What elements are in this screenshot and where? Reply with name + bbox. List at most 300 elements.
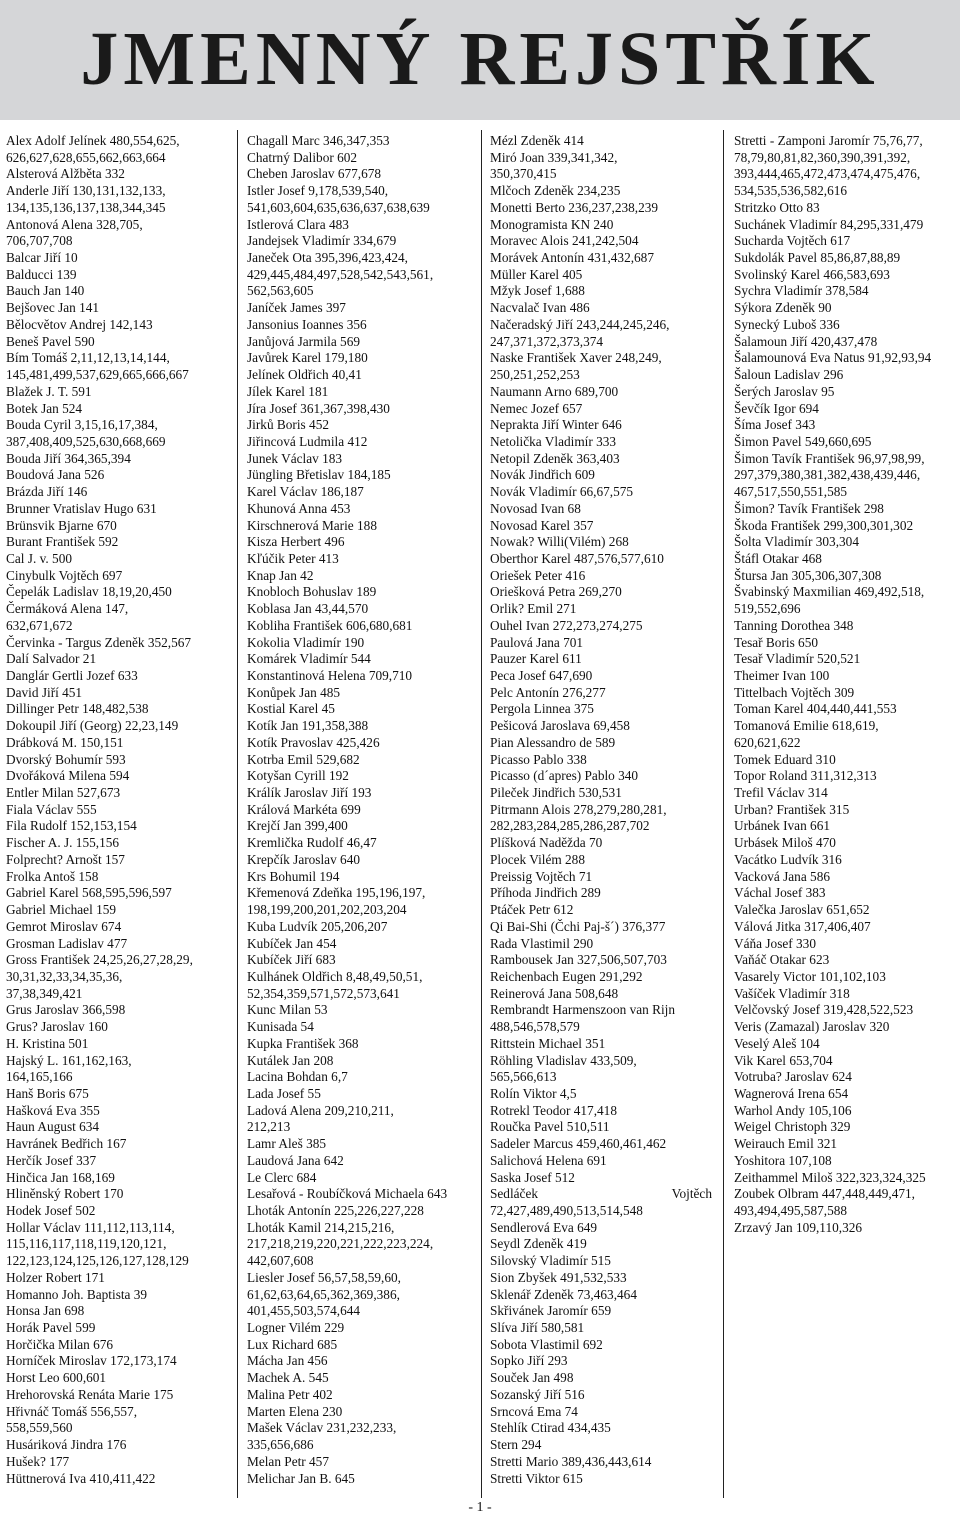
index-entry: Horčička Milan 676	[6, 1336, 114, 1352]
index-entry: Krejčí Jan 399,400	[247, 818, 348, 834]
column-divider	[481, 130, 482, 1498]
index-entry: 52,354,359,571,572,573,641	[247, 985, 400, 1001]
index-entry: Váňa Josef 330	[734, 935, 816, 951]
index-entry: Konůpek Jan 485	[247, 684, 341, 700]
index-entry: 122,123,124,125,126,127,128,129	[6, 1253, 189, 1269]
index-entry: David Jiří 451	[6, 684, 83, 700]
index-entry: Tomek Eduard 310	[734, 751, 836, 767]
index-entry: Kutálek Jan 208	[247, 1052, 334, 1068]
index-entry: Šíma Josef 343	[734, 417, 816, 433]
index-entry: Novosad Ivan 68	[490, 500, 581, 516]
index-entry: Kuba Ludvík 205,206,207	[247, 918, 388, 934]
index-entry: 115,116,117,118,119,120,121,	[6, 1236, 167, 1252]
index-entry: 297,379,380,381,382,438,439,446,	[734, 467, 921, 483]
index-entry: Monogramista KN 240	[490, 216, 614, 232]
index-entry: Preissig Vojtěch 71	[490, 868, 593, 884]
index-entry: Rittstein Michael 351	[490, 1035, 606, 1051]
index-entry: Sukdolák Pavel 85,86,87,88,89	[734, 250, 901, 266]
index-entry: Toman Karel 404,440,441,553	[734, 701, 897, 717]
index-entry: Dvorský Bohumír 593	[6, 751, 126, 767]
index-entry: Jansonius Ioannes 356	[247, 316, 367, 332]
index-entry: Balcar Jiří 10	[6, 250, 78, 266]
index-entry: Sozanský Jiří 516	[490, 1386, 585, 1402]
index-entry: Hinčica Jan 168,169	[6, 1169, 115, 1185]
index-entry: Novák Vladimír 66,67,575	[490, 484, 634, 500]
index-entry: Tanning Dorothea 348	[734, 617, 854, 633]
index-entry: Nemec Jozef 657	[490, 400, 583, 416]
index-entry: 61,62,63,64,65,362,369,386,	[247, 1286, 400, 1302]
index-entry: Silovský Vladimír 515	[490, 1253, 611, 1269]
index-entry: 632,671,672	[6, 617, 73, 633]
index-entry: Kubíček Jiří 683	[247, 952, 336, 968]
index-entry: Pian Alessandro de 589	[490, 734, 616, 750]
index-entry: 30,31,32,33,34,35,36,	[6, 968, 123, 984]
index-entry: Tittelbach Vojtěch 309	[734, 684, 855, 700]
index-entry: Alex Adolf Jelínek 480,554,625,	[6, 133, 180, 148]
index-entry: 429,445,484,497,528,542,543,561,	[247, 266, 434, 282]
index-entry: Naumann Arno 689,700	[490, 383, 619, 399]
index-entry: Monetti Berto 236,237,238,239	[490, 199, 659, 215]
index-entry: Hajský L. 161,162,163,	[6, 1052, 132, 1068]
index-entry: Machek A. 545	[247, 1370, 329, 1386]
index-entry: Urban? František 315	[734, 801, 850, 817]
index-entry: Topor Roland 311,312,313	[734, 768, 877, 784]
index-entry: 541,603,604,635,636,637,638,639	[247, 199, 430, 215]
index-entry: Weirauch Emil 321	[734, 1136, 838, 1152]
index-entry: Liesler Josef 56,57,58,59,60,	[247, 1269, 401, 1285]
index-entry: Neprakta Jiří Winter 646	[490, 417, 622, 433]
index-entry: 565,566,613	[490, 1069, 557, 1085]
index-entry: Tesař Vladimír 520,521	[734, 651, 861, 667]
index-entry: Bouda Cyril 3,15,16,17,384,	[6, 417, 158, 433]
index-entry: Srncová Ema 74	[490, 1403, 578, 1419]
index-entry: 387,408,409,525,630,668,669	[6, 433, 166, 449]
index-entry: Karel Václav 186,187	[247, 484, 364, 500]
index-entry: Vašíček Vladimír 318	[734, 985, 850, 1001]
index-entry: Lux Richard 685	[247, 1336, 338, 1352]
index-entry: Reinerová Jana 508,648	[490, 985, 619, 1001]
index-entry: Peca Josef 647,690	[490, 668, 593, 683]
index-entry: 706,707,708	[6, 233, 73, 249]
index-entry: Logner Vilém 229	[247, 1320, 345, 1336]
index-column-3	[490, 133, 712, 1487]
index-entry: Blažek J. T. 591	[6, 383, 92, 399]
index-entry: 145,481,499,537,629,665,666,667	[6, 367, 189, 383]
index-entry: Suchánek Vladimír 84,295,331,479	[734, 216, 924, 232]
index-entry: 626,627,628,655,662,663,664	[6, 149, 166, 165]
index-entry: 562,563,605	[247, 283, 314, 299]
index-entry: Haun August 634	[6, 1119, 100, 1135]
index-entry: Sucharda Vojtěch 617	[734, 233, 851, 249]
index-entry: Husáriková Jindra 176	[6, 1437, 127, 1453]
index-entry: Picasso (d´apres) Pablo 340	[490, 768, 639, 784]
index-entry: Komárek Vladimír 544	[247, 651, 371, 667]
index-entry: Červinka - Targus Zdeněk 352,567	[6, 634, 192, 650]
column-divider	[723, 130, 724, 1498]
index-entry: Gross František 24,25,26,27,28,29,	[6, 952, 193, 968]
index-entry: Anderle Jiří 130,131,132,133,	[6, 183, 166, 199]
page-number: - 1 -	[468, 1500, 492, 1515]
index-entry: Šerých Jaroslav 95	[734, 383, 835, 399]
index-entry: Oriešek Peter 416	[490, 567, 586, 583]
index-entry: 442,607,608	[247, 1253, 314, 1269]
index-entry: Bouda Jiří 364,365,394	[6, 450, 131, 466]
index-entry: Rotrekl Teodor 417,418	[490, 1102, 617, 1118]
column-divider	[237, 130, 238, 1498]
index-entry: Janeček Ota 395,396,423,424,	[247, 250, 409, 266]
index-entry: 401,455,503,574,644	[247, 1303, 361, 1319]
index-entry: Seydl Zdeněk 419	[490, 1236, 587, 1252]
index-entry: Brunner Vratislav Hugo 631	[6, 500, 157, 516]
index-entry: 467,517,550,551,585	[734, 484, 848, 500]
index-entry: Bím Tomáš 2,11,12,13,14,144,	[6, 350, 170, 366]
index-entry: Kirschnerová Marie 188	[247, 517, 377, 533]
index-entry: Grus? Jaroslav 160	[6, 1019, 108, 1035]
index-entry: Ševčík Igor 694	[734, 400, 819, 416]
index-entry: Oberthor Karel 487,576,577,610	[490, 550, 664, 566]
index-entry: 493,494,495,587,588	[734, 1203, 848, 1218]
index-entry: Folprecht? Arnošt 157	[6, 851, 125, 867]
index-entry: Cinybulk Vojtěch 697	[6, 567, 123, 583]
index-entry: Yoshitora 107,108	[734, 1152, 832, 1168]
index-entry: Zrzavý Jan 109,110,326	[734, 1219, 863, 1235]
index-entry: Gabriel Michael 159	[6, 902, 117, 918]
index-entry: 72,427,489,490,513,514,548	[490, 1203, 643, 1218]
index-entry: 620,621,622	[734, 734, 801, 750]
index-entry: Vacátko Ludvík 316	[734, 851, 842, 867]
index-entry: 558,559,560	[6, 1420, 73, 1436]
index-entry: Gemrot Miroslav 674	[6, 918, 122, 934]
index-entry: Sendlerová Eva 649	[490, 1219, 598, 1235]
index-entry: Lamr Aleš 385	[247, 1136, 327, 1152]
index-entry: Válová Jitka 317,406,407	[734, 918, 871, 934]
index-entry: Kokolia Vladimír 190	[247, 634, 365, 650]
index-entry: Rolín Viktor 4,5	[490, 1085, 577, 1101]
index-entry: Roučka Pavel 510,511	[490, 1119, 610, 1135]
index-entry: Veris (Zamazal) Jaroslav 320	[734, 1019, 890, 1035]
index-entry: Ouhel Ivan 272,273,274,275	[490, 617, 643, 633]
index-entry: Lesařová - Roubíčková Michaela 643	[247, 1186, 448, 1202]
index-entry: 78,79,80,81,82,360,390,391,392,	[734, 149, 911, 165]
index-entry: Sýkora Zdeněk 90	[734, 300, 832, 316]
index-entry: Janůjová Jarmila 569	[247, 333, 360, 349]
index-entry: Pileček Jindřich 530,531	[490, 785, 622, 801]
index-entry: Pelc Antonín 276,277	[490, 684, 606, 700]
index-entry: Rambousek Jan 327,506,507,703	[490, 952, 667, 968]
index-entry: Sadeler Marcus 459,460,461,462	[490, 1136, 667, 1152]
index-entry: Jílek Karel 181	[247, 383, 329, 399]
index-entry: Mézl Zdeněk 414	[490, 133, 584, 148]
index-entry: Koblasa Jan 43,44,570	[247, 601, 369, 617]
index-entry: Váchal Josef 383	[734, 885, 826, 901]
index-entry: Kotík Jan 191,358,388	[247, 718, 369, 734]
index-entry: Hašková Eva 355	[6, 1102, 100, 1118]
index-entry: Theimer Ivan 100	[734, 668, 830, 683]
index-entry: Hollar Václav 111,112,113,114,	[6, 1219, 175, 1235]
index-entry: Bejšovec Jan 141	[6, 300, 100, 316]
index-entry: Cheben Jaroslav 677,678	[247, 166, 382, 182]
index-entry: Sychra Vladimír 378,584	[734, 283, 869, 299]
index-entry: Jandejsek Vladimír 334,679	[247, 233, 397, 249]
index-entry: Jíra Josef 361,367,398,430	[247, 400, 390, 416]
index-entry: Pauzer Karel 611	[490, 651, 582, 667]
index-entry: Entler Milan 527,673	[6, 785, 121, 801]
title-banner	[0, 0, 960, 120]
index-entry: Antonová Alena 328,705,	[6, 216, 143, 232]
index-entry: Bělocvětov Andrej 142,143	[6, 316, 153, 332]
index-entry: Čermáková Alena 147,	[6, 601, 129, 617]
index-entry: Netolička Vladimír 333	[490, 433, 617, 449]
index-entry: Zoubek Olbram 447,448,449,471,	[734, 1186, 915, 1202]
index-entry: Hodek Josef 502	[6, 1203, 96, 1218]
index-entry: Konstantinová Helena 709,710	[247, 668, 413, 683]
index-entry: Herčík Josef 337	[6, 1152, 97, 1168]
index-entry: Králík Jaroslav Jiří 193	[247, 785, 372, 801]
index-entry: Šolta Vladimír 303,304	[734, 534, 859, 550]
index-entry: Urbásek Miloš 470	[734, 835, 836, 851]
index-entry: Vaňáč Otakar 623	[734, 952, 830, 968]
index-entry: Jiřincová Ludmila 412	[247, 433, 368, 449]
index-entry: Pitrmann Alois 278,279,280,281,	[490, 801, 667, 817]
index-entry: Dvořáková Milena 594	[6, 768, 130, 784]
index-entry: Křemenová Zdeňka 195,196,197,	[247, 885, 426, 901]
index-entry: Melichar Jan B. 645	[247, 1470, 355, 1486]
index-entry: Chagall Marc 346,347,353	[247, 133, 390, 148]
index-entry: Mlčoch Zdeněk 234,235	[490, 183, 621, 199]
index-entry: Jelínek Oldřich 40,41	[247, 367, 362, 383]
index-entry: Marten Elena 230	[247, 1403, 343, 1419]
index-entry: Kulhánek Oldřich 8,48,49,50,51,	[247, 968, 423, 984]
index-entry: Zeithammel Miloš 322,323,324,325	[734, 1169, 926, 1185]
index-entry: Hliněnský Robert 170	[6, 1186, 124, 1202]
index-entry: Miró Joan 339,341,342,	[490, 149, 618, 165]
index-entry: Frolka Antoš 158	[6, 868, 99, 884]
index-entry: Hanš Boris 675	[6, 1085, 89, 1101]
index-entry: Lhoták Antonín 225,226,227,228	[247, 1203, 424, 1218]
index-entry: Synecký Luboš 336	[734, 316, 840, 332]
index-entry: Knap Jan 42	[247, 567, 314, 583]
index-entry: Šalamounová Eva Natus 91,92,93,94	[734, 350, 932, 366]
index-entry: Laudová Jana 642	[247, 1152, 344, 1168]
index-entry: Stritzko Otto 83	[734, 199, 820, 215]
index-entry: 350,370,415	[490, 166, 557, 182]
index-entry: Kostial Karel 45	[247, 701, 335, 717]
index-entry: Mašek Václav 231,232,233,	[247, 1420, 397, 1436]
index-entry: Valečka Jaroslav 651,652	[734, 902, 870, 918]
index-entry: 198,199,200,201,202,203,204	[247, 902, 407, 918]
index-entry: 212,213	[247, 1119, 291, 1135]
index-entry: Javůrek Karel 179,180	[247, 350, 368, 366]
index-entry: Grus Jaroslav 366,598	[6, 1002, 126, 1018]
index-entry: Burant František 592	[6, 534, 119, 550]
index-entry: Oriešková Petra 269,270	[490, 584, 622, 600]
index-entry: Botek Jan 524	[6, 400, 83, 416]
index-entry: Kotrba Emil 529,682	[247, 751, 360, 767]
index-entry: Le Clerc 684	[247, 1169, 317, 1185]
index-entry: 247,371,372,373,374	[490, 333, 604, 349]
index-entry: 282,283,284,285,286,287,702	[490, 818, 650, 834]
index-entry: Melan Petr 457	[247, 1453, 329, 1469]
index-entry: Morávek Antonín 431,432,687	[490, 250, 654, 266]
index-entry: Sklenář Zdeněk 73,463,464	[490, 1286, 637, 1302]
index-entry: Šaloun Ladislav 296	[734, 367, 844, 383]
index-entry: 164,165,166	[6, 1069, 73, 1085]
index-entry: Jüngling Břetislav 184,185	[247, 467, 391, 483]
index-entry	[490, 1186, 712, 1203]
index-entry: Netopil Zdeněk 363,403	[490, 450, 620, 466]
index-entry: Salichová Helena 691	[490, 1152, 607, 1168]
index-entry: Trefil Václav 314	[734, 785, 828, 801]
index-entry: Skřivánek Jaromír 659	[490, 1303, 612, 1319]
index-entry: Drábková M. 150,151	[6, 734, 124, 750]
index-entry: Orlik? Emil 271	[490, 601, 577, 617]
index-entry: Stehlík Ctirad 434,435	[490, 1420, 611, 1436]
index-entry: 217,218,219,220,221,222,223,224,	[247, 1236, 434, 1252]
index-entry: Kremlička Rudolf 46,47	[247, 835, 377, 851]
index-entry: Saska Josef 512	[490, 1169, 575, 1185]
index-entry: Vik Karel 653,704	[734, 1052, 833, 1068]
index-entry: Müller Karel 405	[490, 266, 583, 282]
index-entry: Fischer A. J. 155,156	[6, 835, 120, 851]
index-entry: Knobloch Bohuslav 189	[247, 584, 377, 600]
index-entry: 393,444,465,472,473,474,475,476,	[734, 166, 921, 182]
index-entry: Dalí Salvador 21	[6, 651, 97, 667]
index-entry: Sion Zbyšek 491,532,533	[490, 1269, 627, 1285]
index-entry: Votruba? Jaroslav 624	[734, 1069, 852, 1085]
index-entry: Sopko Jiří 293	[490, 1353, 568, 1369]
index-entry: Lada Josef 55	[247, 1085, 321, 1101]
index-column-1	[6, 133, 228, 1487]
index-entry: Veselý Aleš 104	[734, 1035, 820, 1051]
index-entry: Kotík Pravoslav 425,426	[247, 734, 380, 750]
index-entry: Qi Bai-Shi (Čchi Paj-š´) 376,377	[490, 918, 666, 934]
index-entry: Rembrandt Harmenszoon van Rijn	[490, 1002, 676, 1018]
index-entry: Příhoda Jindřich 289	[490, 885, 601, 901]
index-entry: Krs Bohumil 194	[247, 868, 340, 884]
index-entry: Slíva Jiří 580,581	[490, 1320, 585, 1336]
index-entry: Tomanová Emilie 618,619,	[734, 718, 879, 734]
index-entry: Danglár Gertli Jozef 633	[6, 668, 138, 683]
index-entry: Wagnerová Irena 654	[734, 1085, 849, 1101]
index-entry: Sobota Vlastimil 692	[490, 1336, 603, 1352]
index-entry: Gabriel Karel 568,595,596,597	[6, 885, 172, 901]
index-entry: Horák Pavel 599	[6, 1320, 96, 1336]
index-entry: Grosman Ladislav 477	[6, 935, 128, 951]
index-entry: Pergola Linnea 375	[490, 701, 594, 717]
index-entry: Tesař Boris 650	[734, 634, 819, 650]
index-entry: Šimon? Tavík František 298	[734, 500, 884, 516]
index-entry: Weigel Christoph 329	[734, 1119, 851, 1135]
index-entry: Svolinský Karel 466,583,693	[734, 266, 890, 282]
index-entry: 250,251,252,253	[490, 367, 580, 383]
index-entry: Kupka František 368	[247, 1035, 359, 1051]
index-entry: Stern 294	[490, 1437, 542, 1453]
index-entry: Urbánek Ivan 661	[734, 818, 830, 834]
index-column-4	[734, 133, 956, 1236]
index-entry: Hrehorovská Renáta Marie 175	[6, 1386, 174, 1402]
index-entry: Fiala Václav 555	[6, 801, 97, 817]
index-column-2	[247, 133, 469, 1487]
index-entry: Šimon Tavík František 96,97,98,99,	[734, 450, 925, 466]
index-entry: Králová Markéta 699	[247, 801, 361, 817]
index-entry: Alsterová Alžběta 332	[6, 166, 125, 182]
index-entry: Krepčík Jaroslav 640	[247, 851, 360, 867]
index-entry: Malina Petr 402	[247, 1386, 333, 1402]
index-entry: Lacina Bohdan 6,7	[247, 1069, 348, 1085]
index-entry: Khunová Anna 453	[247, 500, 351, 516]
index-entry: Stretti Viktor 615	[490, 1470, 583, 1486]
index-entry: Brünsvik Bjarne 670	[6, 517, 117, 533]
index-entry: Štursa Jan 305,306,307,308	[734, 567, 882, 583]
index-entry: 134,135,136,137,138,344,345	[6, 199, 166, 215]
index-entry: Horníček Miroslav 172,173,174	[6, 1353, 177, 1369]
index-entry: Naske František Xaver 248,249,	[490, 350, 662, 366]
index-entry: Dillinger Petr 148,482,538	[6, 701, 149, 717]
index-entry: Kunisada 54	[247, 1019, 314, 1035]
index-entry: Kubíček Jan 454	[247, 935, 337, 951]
index-entry: Picasso Pablo 338	[490, 751, 587, 767]
index-entry: 534,535,536,582,616	[734, 183, 848, 199]
index-entry: Souček Jan 498	[490, 1370, 574, 1386]
index-entry: Novák Jindřich 609	[490, 467, 595, 483]
index-entry-word: Vojtěch	[671, 1186, 712, 1202]
index-entry: Homanno Joh. Baptista 39	[6, 1286, 148, 1302]
index-entry: Chatrný Dalibor 602	[247, 149, 358, 165]
index-entry: Reichenbach Eugen 291,292	[490, 968, 643, 984]
index-entry: Havránek Bedřich 167	[6, 1136, 127, 1152]
index-entry: Beneš Pavel 590	[6, 333, 95, 349]
index-entry: Röhling Vladislav 433,509,	[490, 1052, 637, 1068]
index-entry: Šimon Pavel 549,660,695	[734, 433, 872, 449]
index-entry: Brázda Jiří 146	[6, 484, 88, 500]
index-entry: Kisza Herbert 496	[247, 534, 345, 550]
index-entry: Stretti - Zamponi Jaromír 75,76,77,	[734, 133, 923, 148]
index-entry: Lhoták Kamil 214,215,216,	[247, 1219, 395, 1235]
index-entry: Cal J. v. 500	[6, 550, 72, 566]
index-entry: Jirků Boris 452	[247, 417, 330, 433]
index-entry: Načeradský Jiří 243,244,245,246,	[490, 316, 670, 332]
index-entry: Stretti Mario 389,436,443,614	[490, 1453, 652, 1469]
index-entry: Čepelák Ladislav 18,19,20,450	[6, 584, 172, 600]
index-entry: Janíček James 397	[247, 300, 346, 316]
index-entry: Velčovský Josef 319,428,522,523	[734, 1002, 914, 1018]
index-entry: Ladová Alena 209,210,211,	[247, 1102, 394, 1118]
index-entry: Kotyšan Cyrill 192	[247, 768, 349, 784]
index-entry: Moravec Alois 241,242,504	[490, 233, 639, 249]
index-entry: H. Kristina 501	[6, 1035, 89, 1051]
index-entry: Vasarely Victor 101,102,103	[734, 968, 886, 984]
index-entry: Holzer Robert 171	[6, 1269, 105, 1285]
index-entry: Švabinský Maxmilian 469,492,518,	[734, 584, 925, 600]
index-entry: Balducci 139	[6, 266, 77, 282]
index-entry: Novosad Karel 357	[490, 517, 594, 533]
index-entry: Hüttnerová Iva 410,411,422	[6, 1470, 156, 1486]
index-entry: 519,552,696	[734, 601, 801, 617]
index-entry: Horst Leo 600,601	[6, 1370, 107, 1386]
index-entry: Plíšková Naděžda 70	[490, 835, 603, 851]
index-entry: 488,546,578,579	[490, 1019, 580, 1035]
index-entry: Plocek Vilém 288	[490, 851, 585, 867]
index-entry: Istlerová Clara 483	[247, 216, 349, 232]
index-entry: Warhol Andy 105,106	[734, 1102, 852, 1118]
index-entry: Fila Rudolf 152,153,154	[6, 818, 137, 834]
index-entry: Škoda František 299,300,301,302	[734, 517, 914, 533]
index-entry: Vacková Jana 586	[734, 868, 830, 884]
index-entry: Honsa Jan 698	[6, 1303, 85, 1319]
index-entry: Istler Josef 9,178,539,540,	[247, 183, 389, 199]
index-entry: Hušek? 177	[6, 1453, 70, 1469]
index-entry: Bauch Jan 140	[6, 283, 85, 299]
